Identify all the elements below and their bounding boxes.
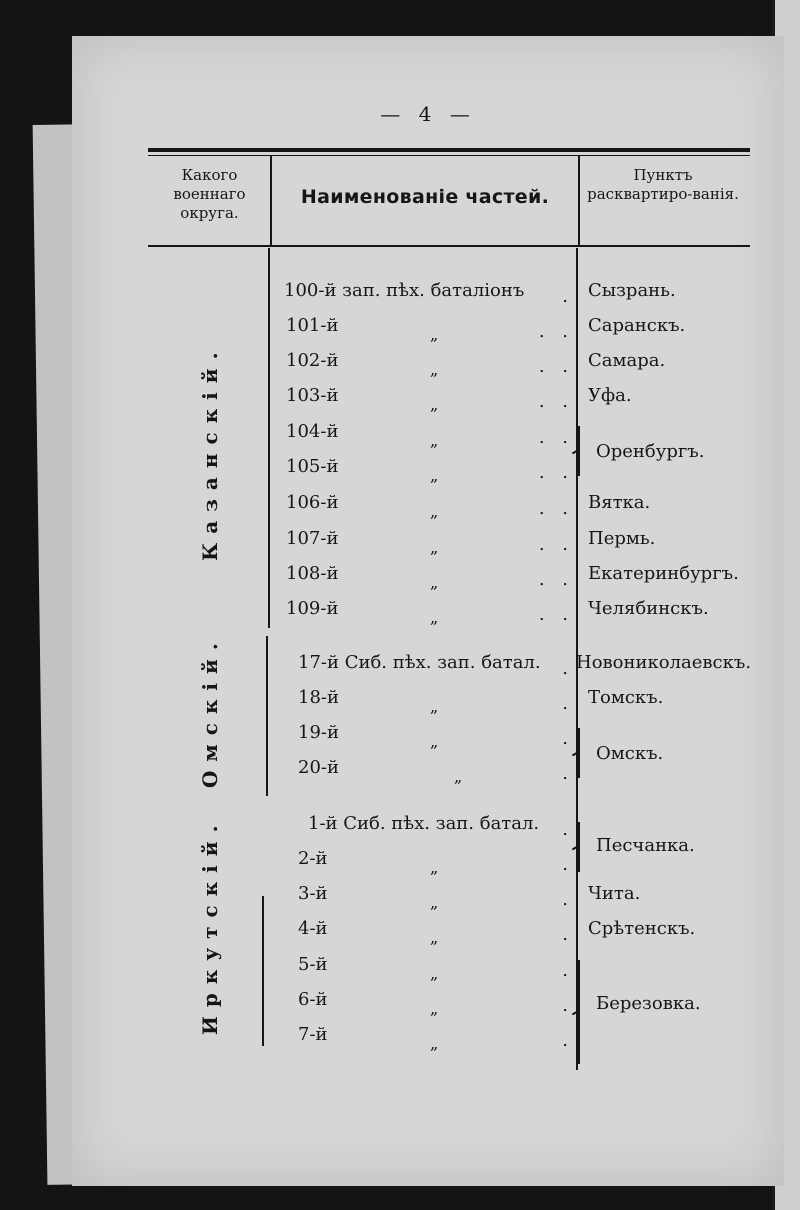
leader-dots: . (562, 854, 574, 875)
ditto-mark: „ (430, 999, 439, 1018)
ditto-mark: „ (430, 538, 439, 557)
leader-dots: . (562, 763, 574, 784)
location-name: Срѣтенскъ. (588, 918, 696, 939)
unit-name: 1-й Сиб. пѣх. зап. батал. (308, 813, 540, 834)
leader-dots: . (562, 693, 574, 714)
table-row (72, 757, 784, 787)
header-district: Какого военнаго округа. (173, 166, 246, 222)
table-row (72, 1024, 784, 1054)
unit-name: 2-й (298, 848, 328, 869)
leader-dots: . (562, 924, 574, 945)
place-orenburg: Оренбургъ. (596, 441, 705, 462)
table-row (72, 918, 784, 948)
ditto-mark: „ (430, 502, 439, 521)
unit-name: 104-й (286, 421, 339, 442)
unit-name: 105-й (286, 456, 339, 477)
district-kazan: Казанскій. (198, 343, 222, 561)
leader-dots: . (562, 1030, 574, 1051)
unit-name: 19-й (298, 722, 339, 743)
unit-name: 108-й (286, 563, 339, 584)
ditto-mark: „ (430, 893, 439, 912)
location-name: Пермь. (588, 528, 656, 549)
table-row (72, 687, 784, 717)
ditto-mark: „ (430, 360, 439, 379)
header-units: Наименованіе частей. (300, 186, 550, 208)
leader-dots: . . (538, 498, 574, 519)
location-name: Уфа. (588, 385, 632, 406)
top-rule (148, 148, 750, 152)
top-rule-thin (148, 155, 750, 156)
leader-dots: . (562, 819, 574, 840)
table-row (72, 280, 784, 310)
unit-name: 107-й (286, 528, 339, 549)
location-name: Саранскъ. (588, 315, 686, 336)
leader-dots: . . (538, 534, 574, 555)
unit-name: 3-й (298, 883, 328, 904)
leader-dots: . (562, 995, 574, 1016)
table-row (72, 492, 784, 522)
table-row (72, 350, 784, 380)
leader-dots: . . (538, 569, 574, 590)
leader-dots: . . (538, 462, 574, 483)
leader-dots: . (562, 658, 574, 679)
page-number: — 4 — (380, 102, 476, 126)
table-row (72, 883, 784, 913)
district-omsk: Омскій. (198, 634, 222, 788)
brace-omsk (578, 728, 586, 778)
table-row (72, 528, 784, 558)
brace-peschanka (578, 822, 586, 872)
table-row (72, 652, 784, 682)
ditto-mark: „ (430, 431, 439, 450)
unit-name: 102-й (286, 350, 339, 371)
unit-name: 18-й (298, 687, 339, 708)
unit-name: 109-й (286, 598, 339, 619)
location-name: Екатеринбургъ. (588, 563, 739, 584)
location-name: Новониколаевскъ. (576, 652, 752, 673)
brace-orenburg (578, 426, 586, 476)
ditto-mark: „ (430, 466, 439, 485)
leader-dots: . . (538, 321, 574, 342)
location-name: Сызрань. (588, 280, 676, 301)
unit-name: 103-й (286, 385, 339, 406)
ditto-mark: „ (454, 767, 463, 786)
unit-name: 17-й Сиб. пѣх. зап. батал. (298, 652, 541, 673)
header-location: Пунктъ расквартиро-ванія. (587, 166, 739, 203)
ditto-mark: „ (430, 325, 439, 344)
location-name: Челябинскъ. (588, 598, 709, 619)
ditto-mark: „ (430, 608, 439, 627)
unit-name: 6-й (298, 989, 328, 1010)
place-berezovka: Березовка. (596, 993, 701, 1014)
ditto-mark: „ (430, 858, 439, 877)
unit-name: 100-й зап. пѣх. баталіонъ (284, 280, 525, 301)
book-page (72, 36, 784, 1186)
table-row (72, 563, 784, 593)
unit-name: 101-й (286, 315, 339, 336)
ditto-mark: „ (430, 928, 439, 947)
location-name: Вятка. (588, 492, 651, 513)
ditto-mark: „ (430, 1034, 439, 1053)
table-row (72, 598, 784, 628)
table-row (72, 315, 784, 345)
ditto-mark: „ (430, 732, 439, 751)
header-rule (148, 245, 750, 247)
brace-berezovka (578, 960, 586, 1064)
table-row (72, 954, 784, 984)
leader-dots: . (562, 889, 574, 910)
place-omsk: Омскъ. (596, 743, 664, 764)
leader-dots: . (562, 286, 574, 307)
ditto-mark: „ (430, 395, 439, 414)
table-row (72, 385, 784, 415)
leader-dots: . (562, 728, 574, 749)
leader-dots: . (562, 960, 574, 981)
unit-name: 5-й (298, 954, 328, 975)
table-row (72, 722, 784, 752)
leader-dots: . . (538, 604, 574, 625)
leader-dots: . . (538, 391, 574, 412)
location-name: Чита. (588, 883, 641, 904)
ditto-mark: „ (430, 573, 439, 592)
unit-name: 20-й (298, 757, 339, 778)
ditto-mark: „ (430, 697, 439, 716)
unit-name: 7-й (298, 1024, 328, 1045)
location-name: Самара. (588, 350, 666, 371)
district-irkutsk: Иркутскій. (198, 816, 222, 1036)
leader-dots: . . (538, 356, 574, 377)
location-name: Томскъ. (588, 687, 664, 708)
unit-name: 4-й (298, 918, 328, 939)
ditto-mark: „ (430, 964, 439, 983)
place-peschanka: Песчанка. (596, 835, 695, 856)
leader-dots: . . (538, 427, 574, 448)
unit-name: 106-й (286, 492, 339, 513)
